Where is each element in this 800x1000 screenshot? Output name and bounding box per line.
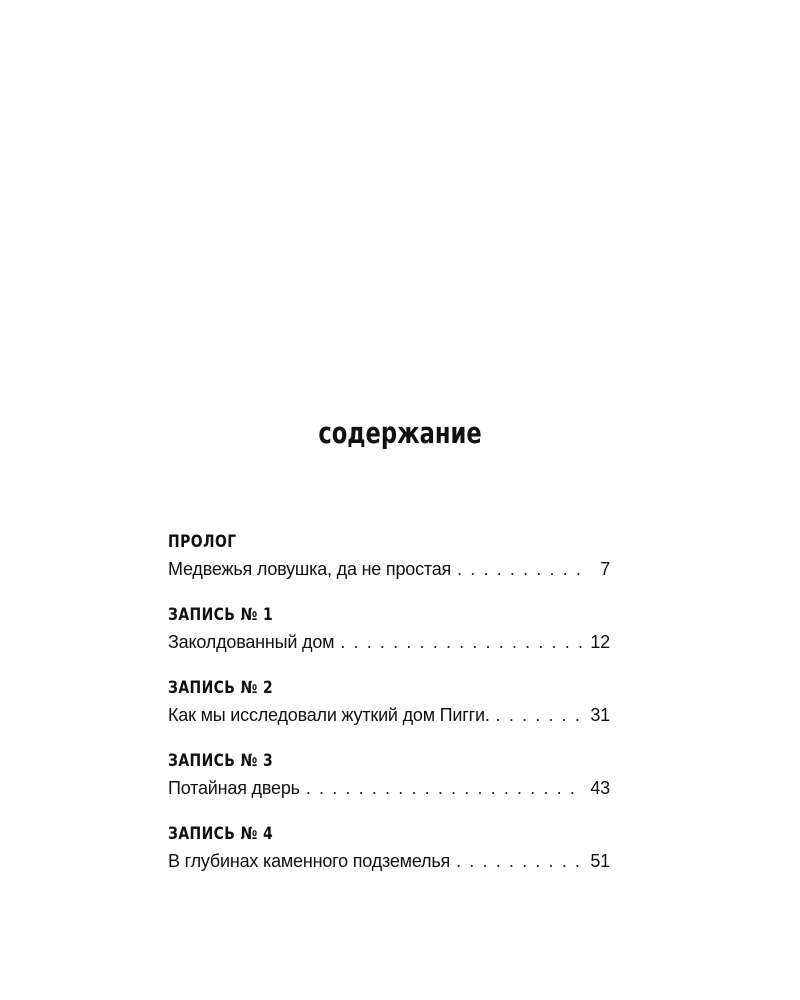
toc-section-record-2	[168, 676, 610, 749]
toc-section-record-1	[168, 603, 610, 676]
entry-title: Заколдованный дом	[168, 632, 335, 652]
toc-section-record-4	[168, 822, 610, 895]
page-number: 43	[590, 778, 610, 798]
table-of-contents	[168, 530, 610, 895]
entry-title: Потайная дверь	[168, 778, 300, 798]
toc-section-prologue	[168, 530, 610, 603]
page-title: содержание	[318, 416, 482, 450]
page-number: 51	[590, 851, 610, 871]
section-heading: ЗАПИСЬ № 3	[168, 751, 274, 771]
toc-entry	[168, 554, 610, 584]
toc-entry	[168, 627, 610, 657]
toc-section-record-3	[168, 749, 610, 822]
toc-entry	[168, 773, 610, 803]
section-heading: ЗАПИСЬ № 1	[168, 605, 274, 625]
entry-title: В глубинах каменного подземелья	[168, 851, 451, 871]
dot-leader	[457, 554, 588, 584]
dot-leader	[306, 773, 585, 803]
dot-leader	[340, 627, 584, 657]
entry-title: Как мы исследовали жуткий дом Пигги.	[168, 705, 490, 725]
dot-leader	[496, 700, 585, 730]
section-heading: ПРОЛОГ	[168, 532, 237, 552]
section-heading: ЗАПИСЬ № 4	[168, 824, 274, 844]
page-number: 7	[600, 559, 610, 579]
toc-entry	[168, 846, 610, 876]
page-number: 12	[590, 632, 610, 652]
entry-title: Медвежья ловушка, да не простая	[168, 559, 452, 579]
toc-entry	[168, 700, 610, 730]
page-number: 31	[590, 705, 610, 725]
dot-leader	[456, 846, 584, 876]
section-heading: ЗАПИСЬ № 2	[168, 678, 274, 698]
